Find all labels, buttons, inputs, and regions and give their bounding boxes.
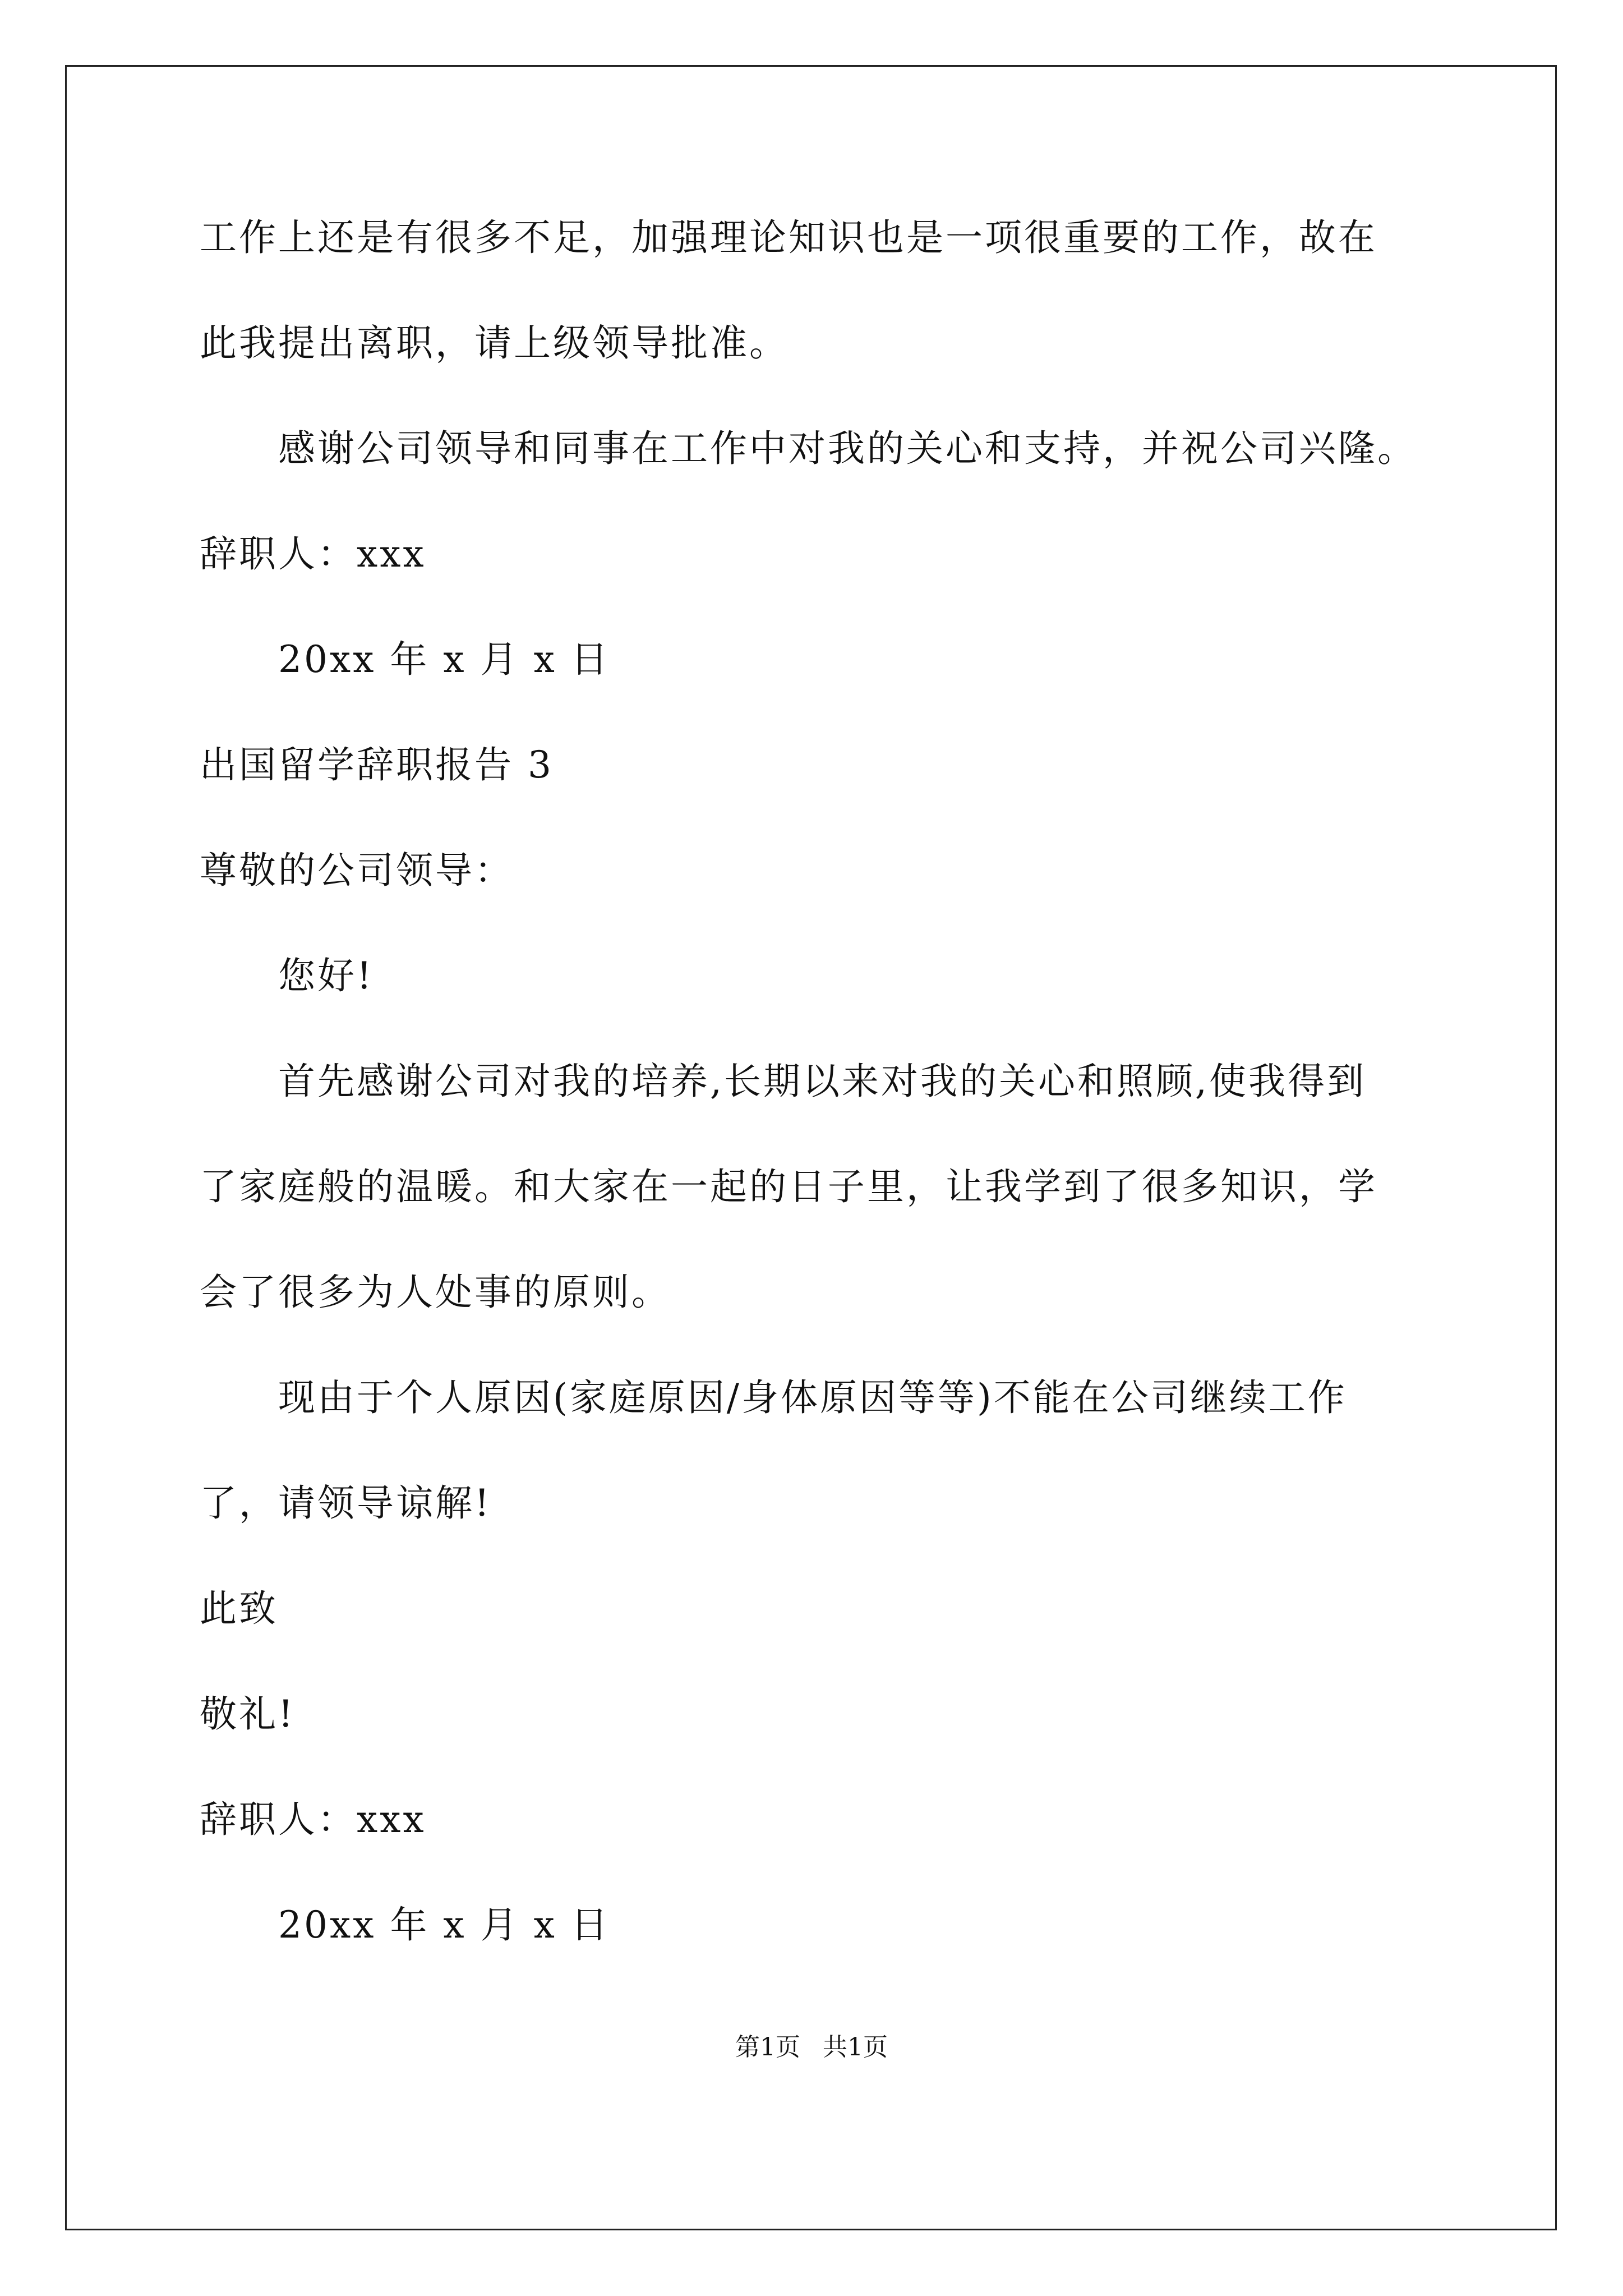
signature-line: 辞职人：xxx: [200, 1798, 426, 1841]
greeting: 您好!: [278, 954, 374, 997]
text-line: 此我提出离职，请上级领导批准。: [200, 321, 789, 365]
closing-line: 敬礼!: [200, 1692, 296, 1736]
document-body: [200, 185, 1478, 1978]
page-total: 共1页: [823, 2033, 888, 2062]
text-line: 感谢公司领导和同事在工作中对我的关心和支持，并祝公司兴隆。: [278, 427, 1417, 470]
text-line: 会了很多为人处事的原则。: [200, 1271, 671, 1314]
section-title: 出国留学辞职报告 3: [200, 743, 554, 786]
signature-line: 辞职人：xxx: [200, 532, 426, 576]
text-line: 了家庭般的温暖。和大家在一起的日子里，让我学到了很多知识，学: [200, 1165, 1377, 1208]
text-line: 工作上还是有很多不足，加强理论知识也是一项很重要的工作，故在: [200, 216, 1377, 259]
closing-line: 此致: [200, 1587, 278, 1630]
text-line: 首先感谢公司对我的培养,长期以来对我的关心和照顾,使我得到: [278, 1060, 1366, 1103]
page-footer: [0, 2031, 1623, 2064]
text-line: 现由于个人原因(家庭原因/身体原因等等)不能在公司继续工作: [278, 1376, 1347, 1419]
salutation: 尊敬的公司领导：: [200, 849, 514, 892]
text-line: 了，请领导谅解!: [200, 1481, 492, 1525]
date-line: 20xx 年 x 月 x 日: [278, 1903, 610, 1947]
page-number: 第1页: [735, 2033, 800, 2062]
date-line: 20xx 年 x 月 x 日: [278, 638, 610, 681]
